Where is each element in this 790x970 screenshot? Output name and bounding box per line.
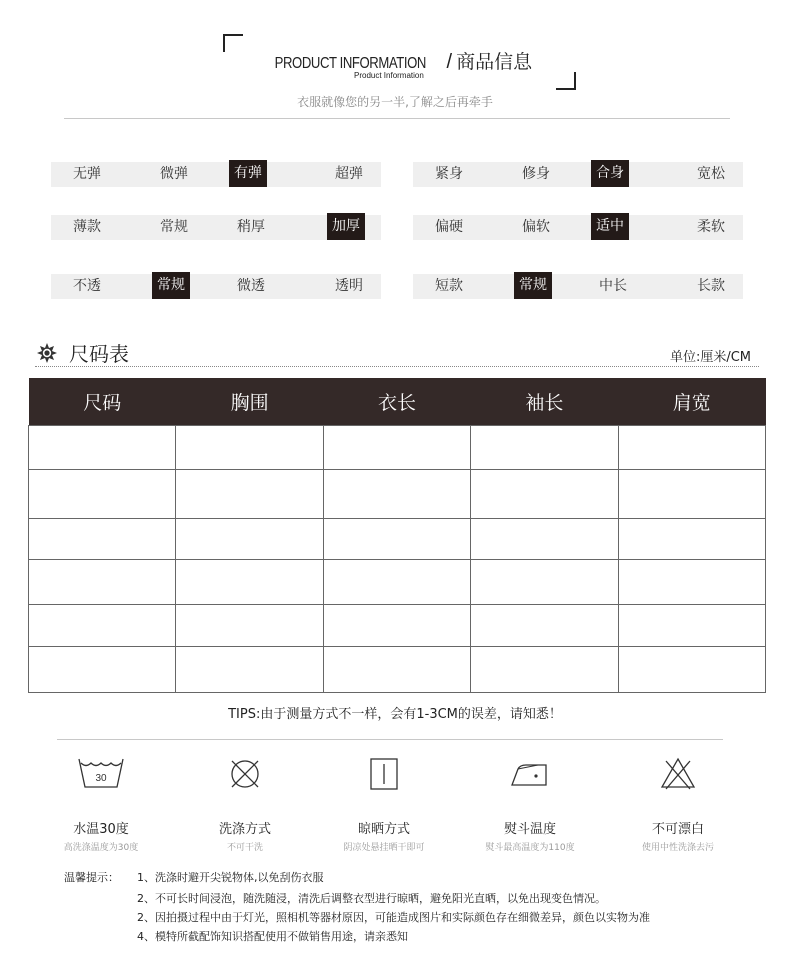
table-cell — [176, 559, 323, 604]
attribute-option: 短款 — [435, 278, 463, 294]
table-header-cell: 衣长 — [323, 378, 470, 425]
table-cell — [471, 518, 618, 559]
table-cell — [176, 518, 323, 559]
tips-divider — [57, 739, 723, 740]
no-dry-clean-icon — [226, 755, 264, 793]
table-cell — [618, 469, 765, 518]
attribute-option-selected: 加厚 — [327, 213, 365, 240]
table-cell — [618, 559, 765, 604]
attribute-option: 超弹 — [335, 166, 363, 182]
table-cell — [471, 425, 618, 469]
table-cell — [471, 604, 618, 646]
attribute-option: 无弹 — [73, 166, 101, 182]
table-cell — [471, 469, 618, 518]
attribute-option: 紧身 — [435, 166, 463, 182]
table-cell — [176, 469, 323, 518]
attribute-bar — [413, 215, 743, 240]
table-cell — [29, 425, 176, 469]
attribute-option: 柔软 — [697, 219, 725, 235]
care-item-dry — [304, 755, 464, 853]
table-cell — [29, 518, 176, 559]
table-cell — [323, 469, 470, 518]
notes-line: 1、洗涤时避开尖锐物体,以免刮伤衣服 — [137, 871, 324, 884]
table-cell — [323, 425, 470, 469]
care-note: 熨斗最高温度为110度 — [485, 843, 575, 853]
iron-icon — [508, 755, 552, 793]
attribute-bar — [51, 162, 381, 187]
care-item-wash — [21, 755, 181, 853]
attribute-option: 微透 — [237, 278, 265, 294]
attribute-option-selected: 适中 — [591, 213, 629, 240]
wash-temp-badge: 30 — [95, 773, 107, 784]
attribute-option-selected: 常规 — [152, 272, 190, 299]
header-divider — [64, 118, 730, 119]
notes-line: 2、因拍摄过程中由于灯光，照相机等器材原因，可能造成图片和实际颜色存在细微差异，颜色以实物为准 — [137, 911, 650, 924]
table-row — [29, 646, 766, 692]
table-cell — [618, 425, 765, 469]
notes-line: 4、模特所截配饰知识搭配使用不做销售用途，请亲悉知 — [137, 930, 408, 943]
table-header-row — [29, 378, 766, 425]
title-en: PRODUCT INFORMATION — [274, 55, 426, 72]
notes-line: 2、不可长时间浸泡，随洗随浸，清洗后调整衣型进行晾晒，避免阳光直晒，以免出现变色情况。 — [137, 892, 606, 905]
attribute-bar — [51, 274, 381, 299]
care-item-iron — [450, 755, 610, 853]
title-separator: / — [446, 51, 453, 73]
table-cell — [618, 518, 765, 559]
table-cell — [176, 425, 323, 469]
table-cell — [323, 646, 470, 692]
table-cell — [29, 559, 176, 604]
care-note: 不可干洗 — [226, 843, 263, 853]
table-cell — [29, 646, 176, 692]
tips-text: TIPS:由于测量方式不一样，会有1-3CM的误差，请知悉！ — [228, 707, 562, 722]
attribute-bar — [413, 162, 743, 187]
table-cell — [29, 469, 176, 518]
title-cn: 商品信息 — [456, 51, 533, 73]
attribute-option: 修身 — [522, 166, 550, 182]
attribute-option: 中长 — [599, 278, 627, 294]
care-item-dry-clean — [165, 755, 325, 853]
attribute-option: 宽松 — [697, 166, 725, 182]
table-cell — [618, 646, 765, 692]
page-subtitle: Product Information — [354, 71, 424, 80]
table-header-cell: 胸围 — [176, 378, 323, 425]
no-bleach-icon — [658, 755, 698, 793]
care-note: 使用中性洗涤去污 — [641, 843, 714, 853]
table-cell — [471, 559, 618, 604]
care-note: 阴凉处悬挂晒干即可 — [343, 843, 425, 853]
attribute-option-selected: 常规 — [514, 272, 552, 299]
table-cell — [323, 518, 470, 559]
table-header-cell: 尺码 — [29, 378, 176, 425]
attribute-option: 透明 — [335, 278, 363, 294]
size-chart-title: 尺码表 — [69, 342, 129, 366]
table-header-cell: 袖长 — [471, 378, 618, 425]
attribute-option-selected: 有弹 — [229, 160, 267, 187]
attribute-option-selected: 合身 — [591, 160, 629, 187]
attribute-option: 偏硬 — [435, 219, 463, 235]
care-item-bleach — [598, 755, 758, 853]
care-label: 洗涤方式 — [218, 822, 271, 837]
table-row — [29, 604, 766, 646]
size-chart-header — [35, 337, 759, 367]
table-cell — [618, 604, 765, 646]
table-header-cell: 肩宽 — [618, 378, 765, 425]
table-cell — [471, 646, 618, 692]
page-title — [0, 47, 790, 74]
corner-bracket-bottom-right — [556, 72, 576, 90]
table-cell — [176, 646, 323, 692]
wash-30-icon — [78, 755, 124, 793]
table-cell — [29, 604, 176, 646]
attribute-bar — [413, 274, 743, 299]
drip-dry-icon — [365, 755, 403, 793]
care-label: 晾晒方式 — [357, 822, 410, 837]
table-cell — [176, 604, 323, 646]
size-table — [28, 378, 766, 693]
size-chart-unit: 单位:厘米/CM — [669, 350, 751, 365]
table-row — [29, 425, 766, 469]
table-cell — [323, 559, 470, 604]
attribute-bar — [51, 215, 381, 240]
notes-label: 温馨提示： — [64, 871, 119, 884]
attribute-option: 偏软 — [522, 219, 550, 235]
attribute-option: 微弹 — [160, 166, 188, 182]
attribute-option: 不透 — [73, 278, 101, 294]
table-row — [29, 559, 766, 604]
table-row — [29, 518, 766, 559]
care-label: 不可漂白 — [651, 822, 704, 837]
table-row — [29, 469, 766, 518]
attribute-option: 长款 — [697, 278, 725, 294]
slogan: 衣服就像您的另一半,了解之后再牵手 — [297, 95, 493, 109]
care-note: 高洗涤温度为30度 — [63, 843, 139, 853]
attribute-option: 常规 — [160, 219, 188, 235]
attribute-option: 薄款 — [73, 219, 101, 235]
care-label: 水温30度 — [73, 822, 129, 837]
attribute-option: 稍厚 — [237, 219, 265, 235]
care-label: 熨斗温度 — [503, 822, 556, 837]
table-cell — [323, 604, 470, 646]
gear-icon — [37, 343, 57, 363]
